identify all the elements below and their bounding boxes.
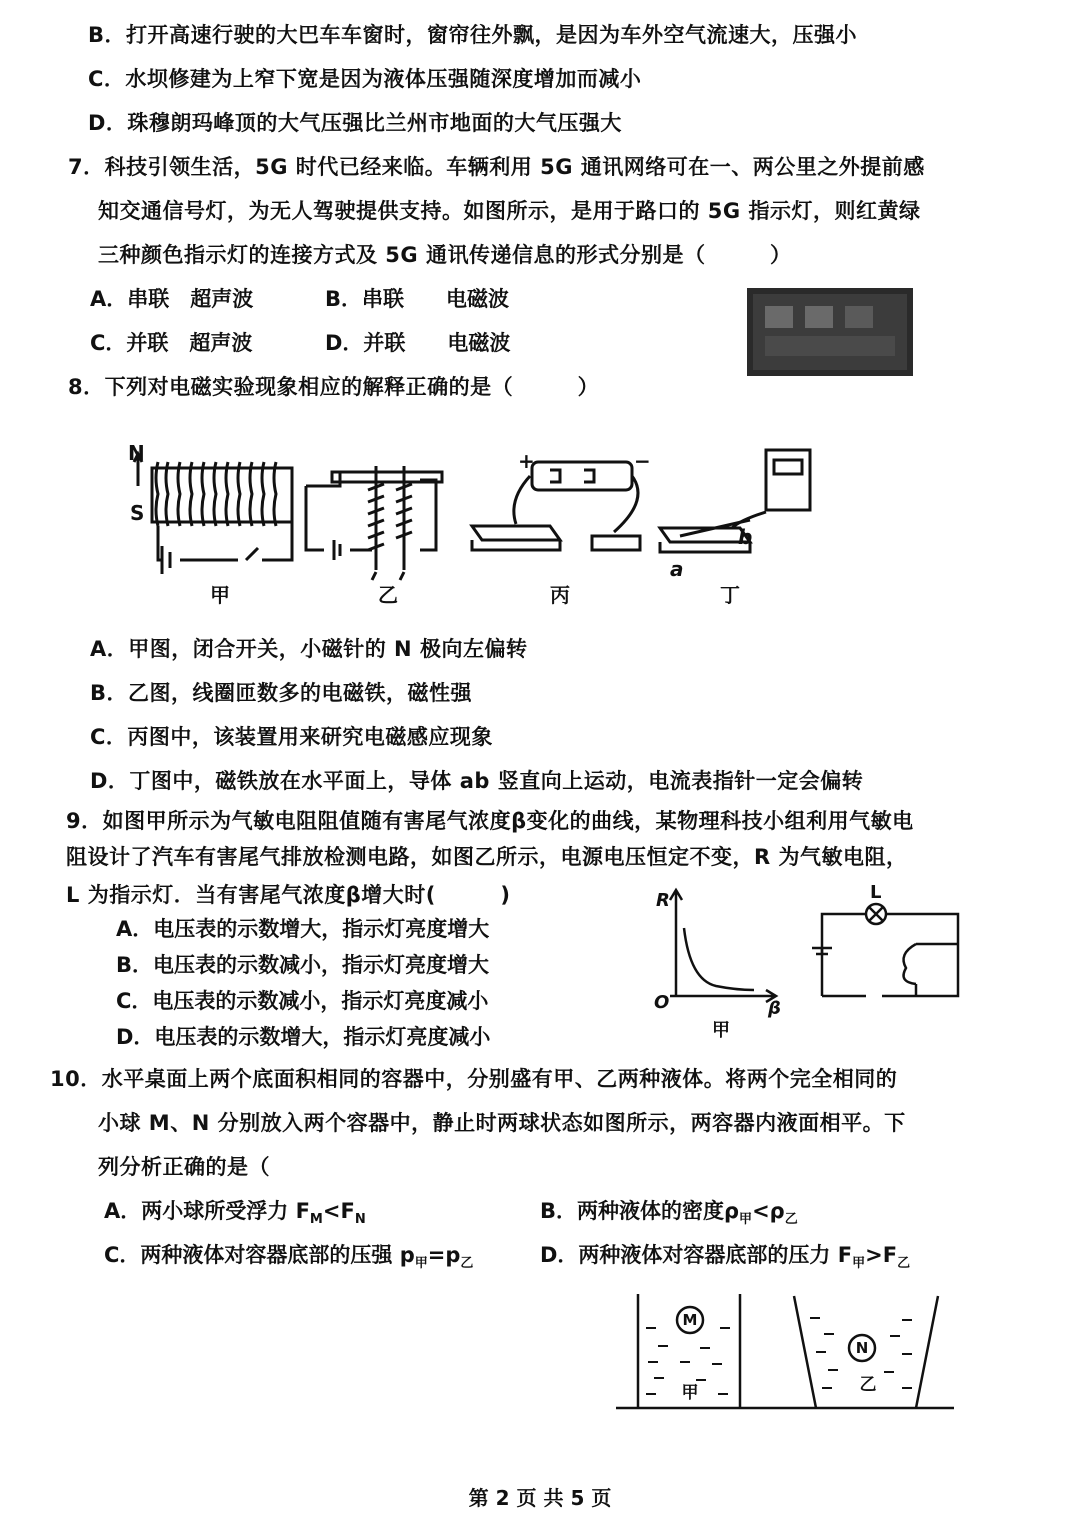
graph-y-axis	[670, 890, 682, 996]
q10-figure	[610, 1290, 960, 1420]
q7-stem-line3: 三种颜色指示灯的连接方式及 5G 通讯传递信息的形式分别是（ ）	[98, 243, 792, 267]
graph-jia-label: 甲	[712, 1020, 730, 1041]
q9-option-d: D．电压表的示数增大，指示灯亮度减小	[116, 1025, 491, 1049]
q10-stem-line1: 10．水平桌面上两个底面积相同的容器中，分别盛有甲、乙两种液体。将两个完全相同的	[50, 1067, 898, 1091]
q8-option-a: A．甲图，闭合开关，小磁针的 N 极向左偏转	[90, 637, 528, 661]
q9-option-b: B．电压表的示数减小，指示灯亮度增大	[116, 953, 490, 977]
liquid-yi-label: 乙	[859, 1375, 877, 1395]
label-jia: 甲	[210, 583, 230, 607]
q8-option-b: B．乙图，线圈匝数多的电磁铁，磁性强	[90, 681, 473, 705]
label-a: a	[670, 557, 684, 581]
label-plus: +	[518, 449, 535, 473]
q7-stem-line1: 7．科技引领生活，5G 时代已经来临。车辆利用 5G 通讯网络可在一、两公里之外提前感	[68, 155, 925, 179]
q6-option-c: C．水坝修建为上窄下宽是因为液体压强随深度增加而减小	[88, 67, 642, 91]
label-ding: 丁	[720, 583, 740, 607]
ball-n-label: N	[855, 1339, 869, 1357]
figure-bing-motor-setup	[472, 462, 640, 550]
label-n-pole: N	[128, 441, 145, 465]
q7-option-d: D．并联 电磁波	[325, 331, 511, 355]
figure-yi-two-electromagnets	[306, 466, 442, 580]
graph-x-axis	[670, 990, 776, 1002]
q9-stem-line1: 9．如图甲所示为气敏电阻阻值随有害尾气浓度β变化的曲线，某物理科技小组利用气敏电	[66, 809, 914, 833]
graph-origin-label: O	[654, 992, 670, 1013]
q7-option-b: B．串联 电磁波	[325, 287, 510, 311]
label-b: b	[738, 525, 753, 549]
q7-option-a: A．串联 超声波	[90, 287, 254, 311]
liquid-jia-label: 甲	[681, 1383, 699, 1403]
q7-stem-line2: 知交通信号灯，为无人驾驶提供支持。如图所示，是用于路口的 5G 指示灯，则红黄绿	[98, 199, 921, 223]
page-footer: 第 2 页 共 5 页	[468, 1486, 612, 1510]
q10-option-c: C．两种液体对容器底部的压强 $p_甲=p_乙$	[104, 1243, 474, 1272]
q8-option-c: C．丙图中，该装置用来研究电磁感应现象	[90, 725, 493, 749]
q8-option-d: D．丁图中，磁铁放在水平面上，导体 ab 竖直向上运动，电流表指针一定会偏转	[90, 769, 864, 793]
q8-stem: 8．下列对电磁实验现象相应的解释正确的是（ ）	[68, 375, 600, 399]
traffic-light-photo	[747, 288, 913, 376]
q6-option-b: B．打开高速行驶的大巴车车窗时，窗帘往外飘，是因为车外空气流速大，压强小	[88, 23, 858, 47]
label-yi: 乙	[378, 583, 398, 607]
ball-m-label: M	[682, 1311, 698, 1329]
figure-jia-electromagnet	[134, 454, 292, 574]
q10-option-b: B．两种液体的密度$\rho_甲<\rho_乙$	[540, 1199, 798, 1228]
q9-option-c: C．电压表的示数减小，指示灯亮度减小	[116, 989, 489, 1013]
lamp-l-label: L	[870, 884, 882, 903]
q10-stem-line3: 列分析正确的是（	[98, 1155, 270, 1179]
q9-option-a: A．电压表的示数增大，指示灯亮度增大	[116, 917, 490, 941]
q10-option-d: D．两种液体对容器底部的压力 $F_甲>F_乙$	[540, 1243, 911, 1272]
q10-stem-line2: 小球 M、N 分别放入两个容器中，静止时两球状态如图所示，两容器内液面相平。下	[98, 1111, 906, 1135]
figure-ding-induction-setup	[660, 450, 810, 552]
label-s-pole: S	[130, 501, 145, 525]
q9-stem-line2: 阻设计了汽车有害尾气排放检测电路，如图乙所示，电源电压恒定不变，R 为气敏电阻，	[66, 845, 908, 869]
q7-option-c: C．并联 超声波	[90, 331, 253, 355]
graph-beta-label: β	[768, 998, 781, 1019]
q9-figure	[646, 884, 976, 1044]
resistance-curve	[684, 928, 754, 990]
q8-figure	[120, 440, 820, 615]
graph-r-label: R	[656, 890, 670, 911]
circuit-diagram	[812, 904, 958, 996]
q10-option-a: A．两小球所受浮力 $F_M<F_N$	[104, 1199, 366, 1228]
label-bing: 丙	[550, 583, 570, 607]
q6-option-d: D．珠穆朗玛峰顶的大气压强比兰州市地面的大气压强大	[88, 111, 622, 135]
q9-stem-line3: L 为指示灯．当有害尾气浓度β增大时( )	[66, 883, 511, 907]
label-minus: −	[634, 449, 651, 473]
